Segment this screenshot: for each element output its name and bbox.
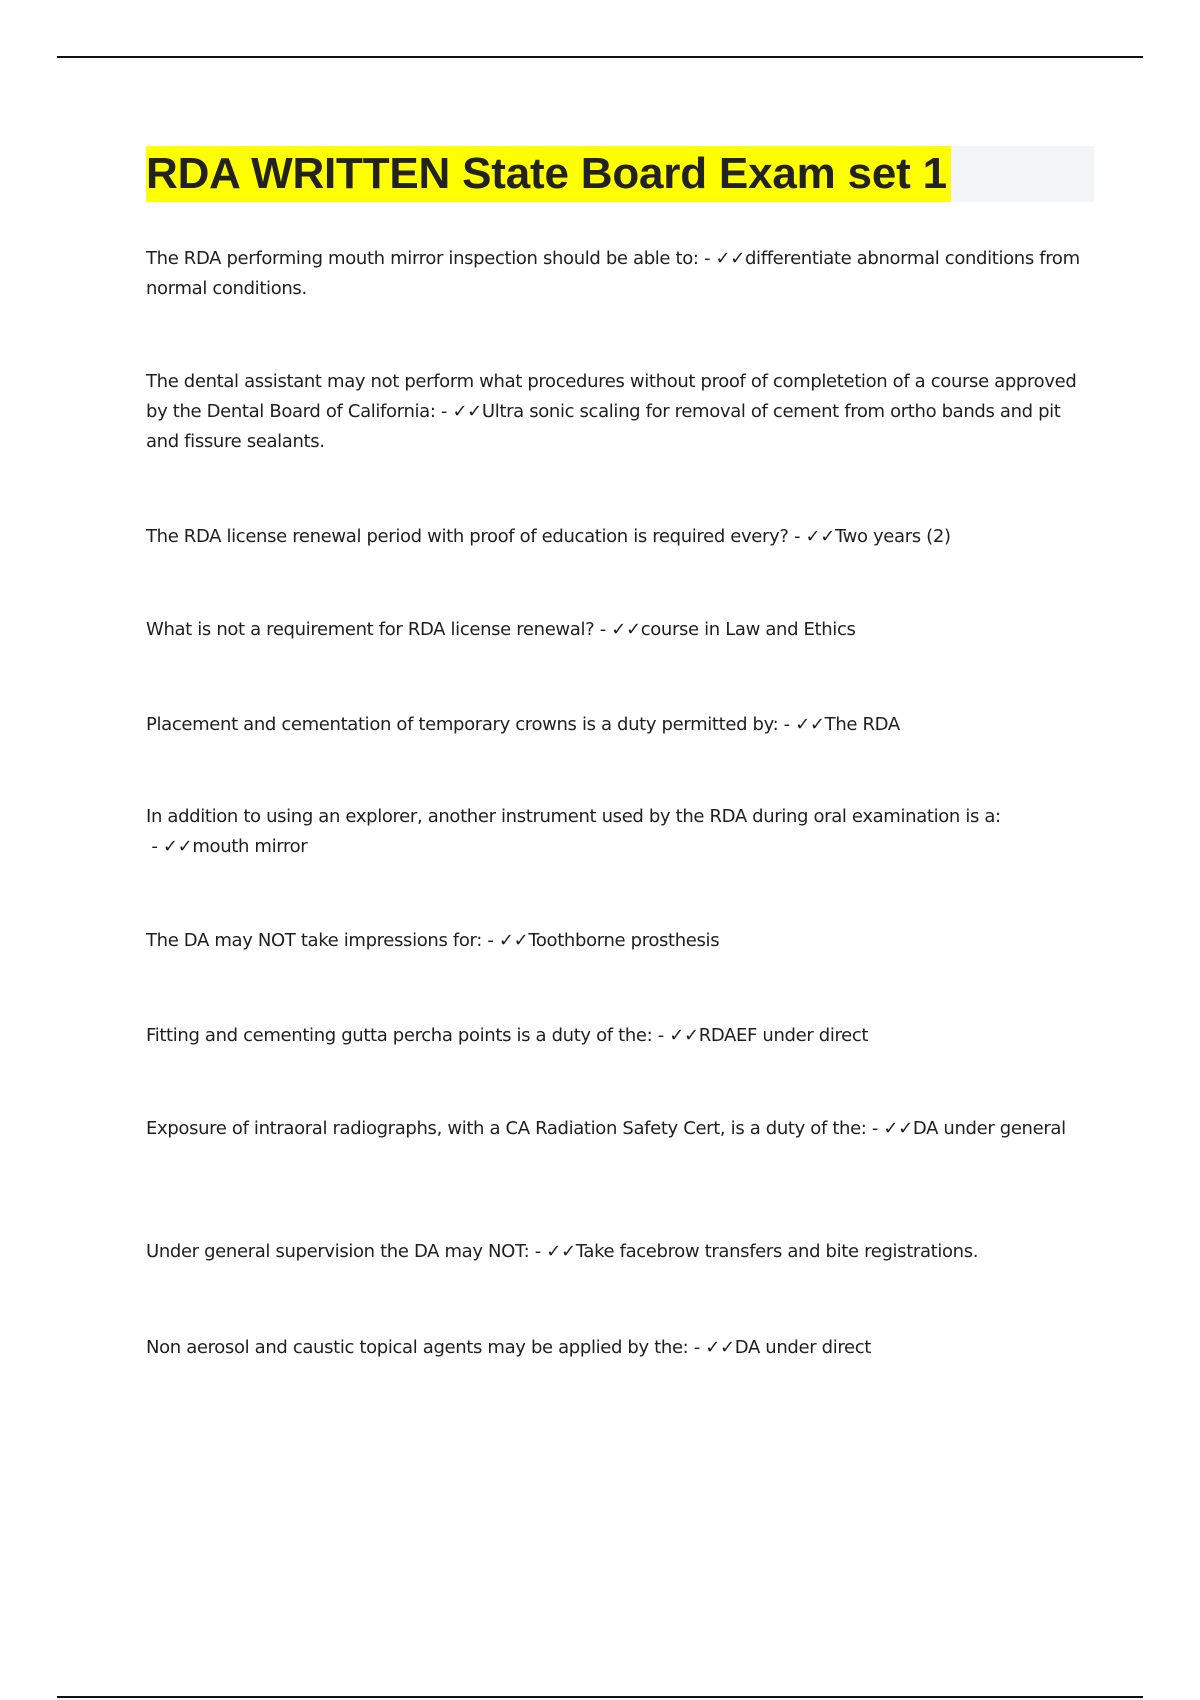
answer-text: DA under direct — [734, 1337, 871, 1358]
qa-item — [146, 1021, 1086, 1051]
separator: - — [778, 714, 796, 735]
check-icon: ✓✓ — [705, 1337, 735, 1358]
question-text: What is not a requirement for RDA license renewal? — [146, 619, 595, 640]
check-icon: ✓✓ — [498, 930, 529, 951]
separator: - — [146, 836, 163, 857]
question-text: Exposure of intraoral radiographs, with a CA Radiation Safety Cert, is a duty of the: — [146, 1118, 867, 1139]
separator: - — [529, 1241, 547, 1262]
qa-item — [146, 244, 1086, 304]
separator: - — [652, 1025, 670, 1046]
separator: - — [594, 619, 612, 640]
separator: - — [788, 526, 806, 547]
answer-text: Toothborne prosthesis — [528, 930, 720, 951]
qa-item — [146, 367, 1086, 457]
separator: - — [435, 401, 453, 422]
qa-item — [146, 522, 1086, 552]
check-icon: ✓✓ — [611, 619, 641, 640]
qa-item — [146, 926, 1086, 956]
question-text: In addition to using an explorer, another instrument used by the RDA during oral examination is a: — [146, 806, 1001, 827]
question-text: The RDA performing mouth mirror inspection should be able to: — [146, 248, 699, 269]
check-icon: ✓✓ — [546, 1241, 576, 1262]
check-icon: ✓✓ — [883, 1118, 913, 1139]
separator: - — [698, 248, 716, 269]
separator: - — [481, 930, 499, 951]
answer-text: mouth mirror — [192, 836, 308, 857]
qa-item — [146, 615, 1086, 645]
check-icon: ✓✓ — [715, 248, 745, 269]
question-text: Under general supervision the DA may NOT: — [146, 1241, 530, 1262]
question-text: The DA may NOT take impressions for: — [146, 930, 482, 951]
qa-item — [146, 802, 1086, 862]
answer-text: course in Law and Ethics — [640, 619, 856, 640]
bottom-rule — [57, 1696, 1143, 1698]
answer-text: Take facebrow transfers and bite registrations. — [575, 1241, 979, 1262]
separator: - — [866, 1118, 884, 1139]
answer-text: Two years (2) — [834, 526, 951, 547]
check-icon: ✓✓ — [795, 714, 825, 735]
question-text: The RDA license renewal period with proof of education is required every? — [146, 526, 789, 547]
answer-text: Ultra sonic scaling for removal of cement from ortho bands and pit and fissure sealants. — [146, 401, 1061, 452]
question-text: Non aerosol and caustic topical agents may be applied by the: — [146, 1337, 689, 1358]
check-icon: ✓✓ — [452, 401, 482, 422]
question-text: Placement and cementation of temporary crowns is a duty permitted by: — [146, 714, 779, 735]
check-icon: ✓✓ — [162, 836, 193, 857]
qa-item — [146, 1333, 1086, 1363]
answer-text: RDAEF under direct — [698, 1025, 869, 1046]
qa-item — [146, 1114, 1086, 1144]
page-title: RDA WRITTEN State Board Exam set 1 — [146, 146, 951, 202]
question-text: Fitting and cementing gutta percha points is a duty of the: — [146, 1025, 653, 1046]
qa-item — [146, 1237, 1086, 1267]
check-icon: ✓✓ — [805, 526, 835, 547]
separator: - — [688, 1337, 706, 1358]
check-icon: ✓✓ — [669, 1025, 699, 1046]
answer-text: The RDA — [824, 714, 900, 735]
answer-text: DA under general — [912, 1118, 1066, 1139]
top-rule — [57, 56, 1143, 58]
question-text: The dental assistant may not perform what procedures without proof of completetion of a course approved by the Dental Board of California: — [146, 371, 1077, 422]
answer-text: differentiate abnormal conditions from normal conditions. — [146, 248, 1080, 299]
qa-item — [146, 710, 1086, 740]
